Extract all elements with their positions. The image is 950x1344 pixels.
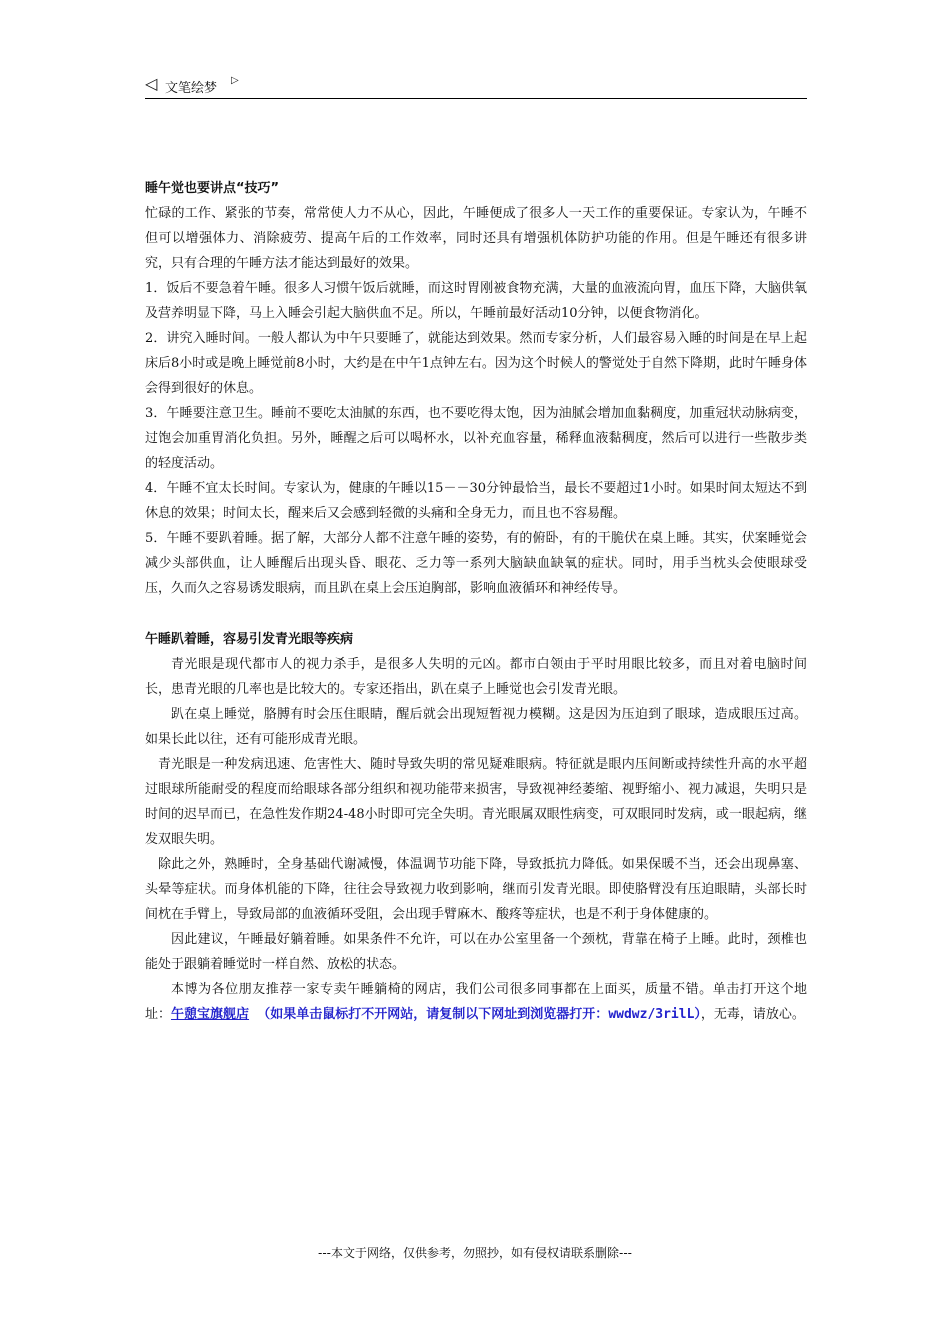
tip-1: 1．饭后不要急着午睡。很多人习惯午饭后就睡，而这时胃刚被食物充满，大量的血液流向胃，血压下降，大脑供氧及营养明显下降，马上入睡会引起大脑供血不足。所以，午睡前最好活动10分钟，以便食物消化。 xyxy=(145,281,807,321)
glaucoma-paragraph-4: 除此之外，熟睡时，全身基础代谢减慢，体温调节功能下降，导致抵抗力降低。如果保暖不当，还会出现鼻塞、头晕等症状。而身体机能的下降，往往会导致视力收到影响，继而引发青光眼。即使胳臂没有压迫眼睛，头部长时间枕在手臂上，导致局部的血液循环受阻，会出现手臂麻木、酸疼等症状，也是不利于身体健康的。 xyxy=(145,857,807,922)
tip-4: 4．午睡不宜太长时间。专家认为，健康的午睡以15－－30分钟最恰当，最长不要超过1小时。如果时间太短达不到休息的效果；时间太长，醒来后又会感到轻微的头痛和全身无力，而且也不容易醒。 xyxy=(145,481,807,521)
glaucoma-paragraph-2: 趴在桌上睡觉，胳膊有时会压住眼睛，醒后就会出现短暂视力模糊。这是因为压迫到了眼球，造成眼压过高。如果长此以往，还有可能形成青光眼。 xyxy=(145,707,807,747)
section1-intro: 忙碌的工作、紧张的节奏，常常使人力不从心，因此，午睡便成了很多人一天工作的重要保证。专家认为，午睡不但可以增强体力、消除疲劳、提高午后的工作效率，同时还具有增强机体防护功能的作用。但是午睡还有很多讲究，只有合理的午睡方法才能达到最好的效果。 xyxy=(145,206,807,271)
page-footer: ---本文于网络，仅供参考，勿照抄，如有侵权请联系删除--- xyxy=(318,1246,632,1260)
glaucoma-paragraph-1: 青光眼是现代都市人的视力杀手，是很多人失明的元凶。都市白领由于平时用眼比较多，而且对着电脑时间长，患青光眼的几率也是比较大的。专家还指出，趴在桌子上睡觉也会引发青光眼。 xyxy=(145,657,807,697)
triangle-left-icon: ◁ xyxy=(145,74,158,93)
triangle-right-icon: ▷ xyxy=(231,75,239,86)
recommendation-tail: ，无毒，请放心。 xyxy=(700,1007,805,1022)
tip-2: 2．讲究入睡时间。一般人都认为中午只要睡了，就能达到效果。然而专家分析，人们最容易入睡的时间是在早上起床后8小时或是晚上睡觉前8小时，大约是在中午1点钟左右。因为这个时候人的警觉处于自然下降期，此时午睡身体会得到很好的休息。 xyxy=(145,331,807,396)
copy-url-note-close: ） xyxy=(694,1007,701,1022)
copy-url-note: （如果单击鼠标打不开网站，请复制以下网址到浏览器打开： xyxy=(257,1007,609,1022)
tip-5: 5．午睡不要趴着睡。据了解，大部分人都不注意午睡的姿势，有的俯卧，有的干脆伏在桌上睡。其实，伏案睡觉会减少头部供血，让人睡醒后出现头昏、眼花、乏力等一系列大脑缺血缺氧的症状。同时，用手当枕头会使眼球受压，久而久之容易诱发眼病，而且趴在桌上会压迫胸部，影响血液循环和神经传导。 xyxy=(145,531,807,596)
shop-url[interactable]: wwdwz/3rilL xyxy=(608,1007,695,1022)
tip-3: 3．午睡要注意卫生。睡前不要吃太油腻的东西，也不要吃得太饱，因为油腻会增加血黏稠度，加重冠状动脉病变，过饱会加重胃消化负担。另外，睡醒之后可以喝杯水，以补充血容量，稀释血液黏稠度，然后可以进行一些散步类的轻度活动。 xyxy=(145,406,807,471)
shop-link[interactable]: 午憩宝旗舰店 xyxy=(171,1007,250,1022)
header-title: 文笔绘梦 xyxy=(165,81,218,96)
recommendation-paragraph xyxy=(145,977,807,1027)
section-spacer xyxy=(145,601,807,627)
section1-heading: 睡午觉也要讲点“技巧” xyxy=(145,181,280,196)
recommendation-text: 本博为各位朋友推荐一家专卖午睡躺椅的网店，我们公司很多同事都在上面买，质量不错。单击打开这个地址： xyxy=(145,982,807,1022)
section2-heading: 午睡趴着睡，容易引发青光眼等疾病 xyxy=(145,632,354,647)
glaucoma-paragraph-3: 青光眼是一种发病迅速、危害性大、随时导致失明的常见疑难眼病。特征就是眼内压间断或持续性升高的水平超过眼球所能耐受的程度而给眼球各部分组织和视功能带来损害，导致视神经萎缩、视野缩小、视力减退，失明只是时间的迟早而已，在急性发作期24-48小时即可完全失明。青光眼属双眼性病变，可双眼同时发病，或一眼起病，继发双眼失明。 xyxy=(145,757,807,847)
glaucoma-paragraph-5: 因此建议，午睡最好躺着睡。如果条件不允许，可以在办公室里备一个颈枕，背靠在椅子上睡。此时，颈椎也能处于跟躺着睡觉时一样自然、放松的状态。 xyxy=(145,932,807,972)
page-header xyxy=(145,74,807,99)
document-body xyxy=(145,176,807,1027)
